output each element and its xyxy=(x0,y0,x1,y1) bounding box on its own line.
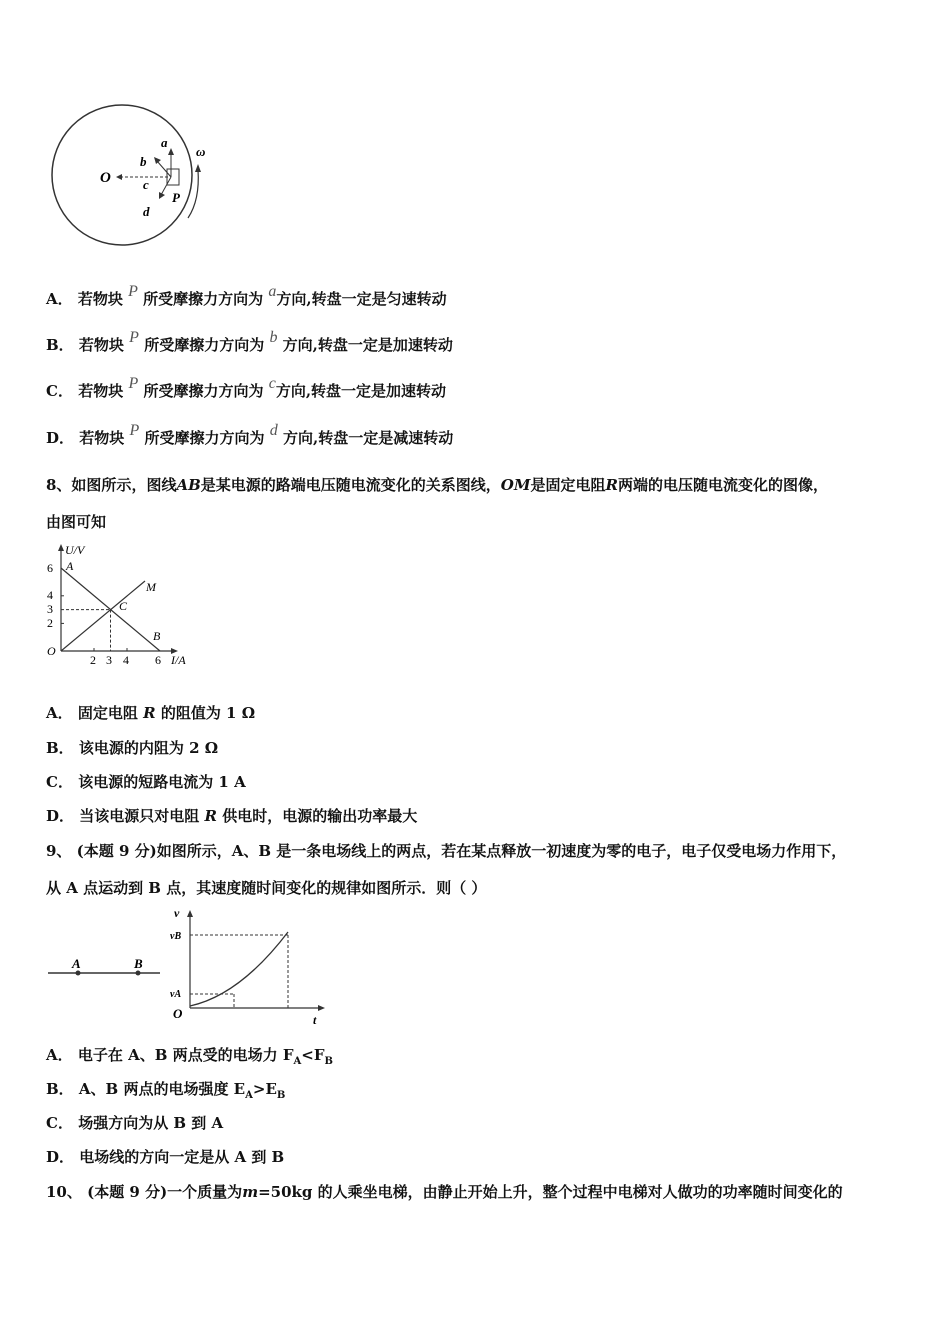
q8-ui-graph xyxy=(40,540,200,670)
field-point-b: B xyxy=(134,956,143,971)
point-c-label: C xyxy=(119,599,128,613)
va-label: vA xyxy=(170,989,182,1000)
block-p xyxy=(167,169,179,185)
field-point-a: A xyxy=(72,956,81,971)
vb-label: vB xyxy=(170,931,182,942)
label-a: a xyxy=(161,135,168,150)
q7-option-b[interactable]: B． 若物块 P 所受摩擦力方向为 b 方向,转盘一定是加速转动 xyxy=(46,329,453,354)
origin-o-label: O xyxy=(173,1006,183,1021)
q10-stem-line1: 10、 (本题 9 分)一个质量为m=50kg 的人乘坐电梯，由静止开始上升，整个过程中电梯对人做功的功率随时间变化的 xyxy=(46,1183,843,1201)
x-axis-label: I/A xyxy=(171,653,186,667)
axis-t-label: t xyxy=(313,1013,317,1027)
q8-option-d[interactable]: D． 当该电源只对电阻 R 供电时，电源的输出功率最大 xyxy=(46,807,418,825)
q9-stem-line2: 从 A 点运动到 B 点，其速度随时间变化的规律如图所示．则（ ） xyxy=(46,879,487,897)
q9-option-d[interactable]: D． 电场线的方向一定是从 A 到 B xyxy=(46,1148,285,1166)
q7-option-d[interactable]: D． 若物块 P 所受摩擦力方向为 d 方向,转盘一定是减速转动 xyxy=(46,422,454,447)
q9-option-b[interactable]: B． A、B 两点的电场强度 $E_A>E_B$ xyxy=(46,1080,286,1101)
y-tick-3: 3 xyxy=(47,602,53,616)
y-tick-4: 4 xyxy=(47,588,53,602)
q9-option-a[interactable]: A． 电子在 A、B 两点受的电场力 $F_A<F_B$ xyxy=(46,1046,333,1067)
x-tick-2: 2 xyxy=(90,653,96,667)
q7-disk-figure xyxy=(40,100,230,260)
point-a-label: A xyxy=(66,559,74,573)
q8-option-c[interactable]: C． 该电源的短路电流为 1 A xyxy=(46,773,246,791)
q8-stem-line2: 由图可知 xyxy=(46,513,107,531)
x-tick-6: 6 xyxy=(155,653,161,667)
q8-option-a[interactable]: A． 固定电阻 R 的阻值为 1 Ω xyxy=(46,704,256,722)
label-omega: ω xyxy=(196,144,206,159)
q7-option-a[interactable]: A． 若物块 P 所受摩擦力方向为 a方向,转盘一定是匀速转动 xyxy=(46,283,447,308)
x-tick-4: 4 xyxy=(123,653,129,667)
v-t-curve xyxy=(190,932,288,1006)
q8-stem-line1: 8、如图所示，图线AB是某电源的路端电压随电流变化的关系图线，OM是固定电阻R两端的电压随电流变化的图像， xyxy=(46,476,828,494)
label-o: O xyxy=(100,170,111,186)
label-d: d xyxy=(143,204,150,219)
y-tick-6: 6 xyxy=(47,561,53,575)
y-tick-2: 2 xyxy=(47,616,53,630)
axis-v-label: v xyxy=(174,906,180,920)
label-b: b xyxy=(140,154,147,169)
origin-label: O xyxy=(47,644,56,658)
q9-figure xyxy=(40,900,340,1030)
point-m-label: M xyxy=(146,580,156,594)
q8-option-b[interactable]: B． 该电源的内阻为 2 Ω xyxy=(46,739,219,757)
q7-option-c[interactable]: C． 若物块 P 所受摩擦力方向为 c方向,转盘一定是加速转动 xyxy=(46,375,447,400)
label-c: c xyxy=(143,177,149,192)
x-tick-3: 3 xyxy=(106,653,112,667)
line-om xyxy=(61,581,145,651)
q9-option-c[interactable]: C． 场强方向为从 B 到 A xyxy=(46,1114,224,1132)
label-p: P xyxy=(172,190,180,205)
q9-stem-line1: 9、 (本题 9 分)如图所示，A、B 是一条电场线上的两点，若在某点释放一初速度为零的电子，电子仅受电场力作用下， xyxy=(46,842,847,860)
point-b-label: B xyxy=(153,629,161,643)
y-axis-label: U/V xyxy=(65,543,85,557)
